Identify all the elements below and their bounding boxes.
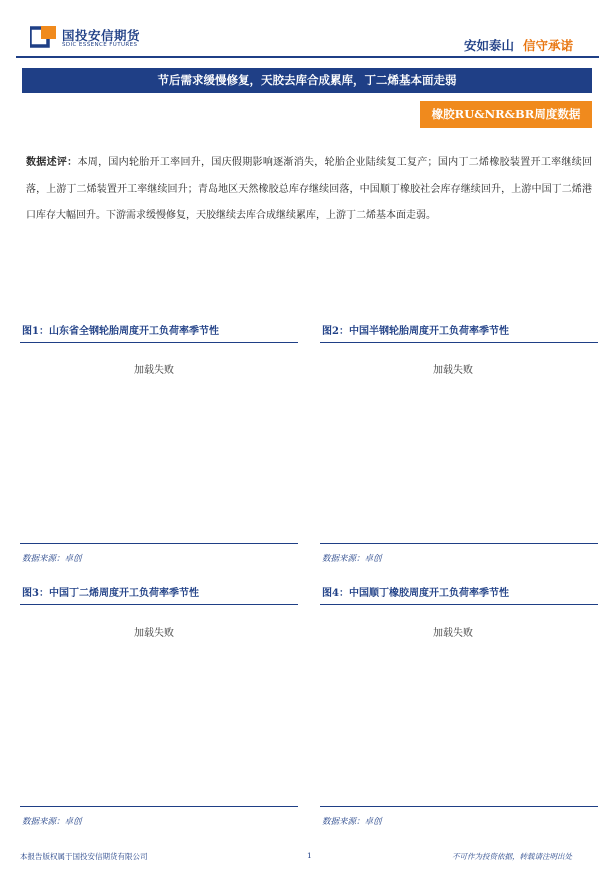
figure-2-placeholder: 加载失败 [433, 365, 473, 376]
figure-2-title: 图2：中国半钢轮胎周度开工负荷率季节性 [322, 326, 509, 337]
figure-4-bottom-rule [320, 806, 598, 807]
slogan-blue: 安如泰山 [464, 38, 515, 53]
footer-disclaimer: 不可作为投资依据，转载请注明出处 [452, 852, 572, 861]
figure-2-bottom-rule [320, 543, 598, 544]
figure-3-bottom-rule [20, 806, 298, 807]
figure-2-top-rule [320, 342, 598, 343]
figure-4-placeholder: 加载失败 [433, 628, 473, 639]
company-name: 国投安信期货 [62, 28, 141, 43]
figure-3-source: 数据来源：卓创 [22, 817, 82, 827]
figure-4-title: 图4：中国顺丁橡胶周度开工负荷率季节性 [322, 588, 509, 599]
figure-1-bottom-rule [20, 543, 298, 544]
figure-3-top-rule [20, 604, 298, 605]
figure-3-title: 图3：中国丁二烯周度开工负荷率季节性 [22, 588, 199, 599]
commentary-label: 数据述评： [26, 157, 78, 168]
figure-4-top-rule [320, 604, 598, 605]
data-commentary [26, 150, 592, 230]
figure-3-placeholder: 加载失败 [134, 628, 174, 639]
commentary-text: 本周，国内轮胎开工率回升，国庆假期影响逐渐消失，轮胎企业陆续复工复产；国内丁二烯橡胶装置开工率继续回落，上游丁二烯装置开工率继续回升；青岛地区天然橡胶总库存继续回落，中国顺丁橡胶社会库存继续回升，上游中国丁二烯港口库存大幅回升。下游需求缓慢修复，天胶继续去库合成继续累库，上游丁二烯基本面走弱。 [26, 157, 593, 221]
report-title: 节后需求缓慢修复，天胶去库合成累库，丁二烯基本面走弱 [22, 68, 592, 93]
logo-icon [30, 26, 56, 48]
figure-1-placeholder: 加载失败 [134, 365, 174, 376]
figure-1-top-rule [20, 342, 298, 343]
figure-4-source: 数据来源：卓创 [322, 817, 382, 827]
figure-2-source: 数据来源：卓创 [322, 554, 382, 564]
figure-1-title: 图1：山东省全钢轮胎周度开工负荷率季节性 [22, 326, 219, 337]
report-tag: 橡胶RU&NR&BR周度数据 [420, 101, 592, 128]
figure-1-source: 数据来源：卓创 [22, 554, 82, 564]
page-number: 1 [307, 851, 312, 860]
header-divider [16, 56, 599, 58]
slogan-orange: 信守承诺 [523, 38, 574, 53]
company-name-en: SDIC ESSENCE FUTURES [62, 42, 138, 48]
footer-copyright: 本报告版权属于国投安信期货有限公司 [20, 852, 148, 861]
